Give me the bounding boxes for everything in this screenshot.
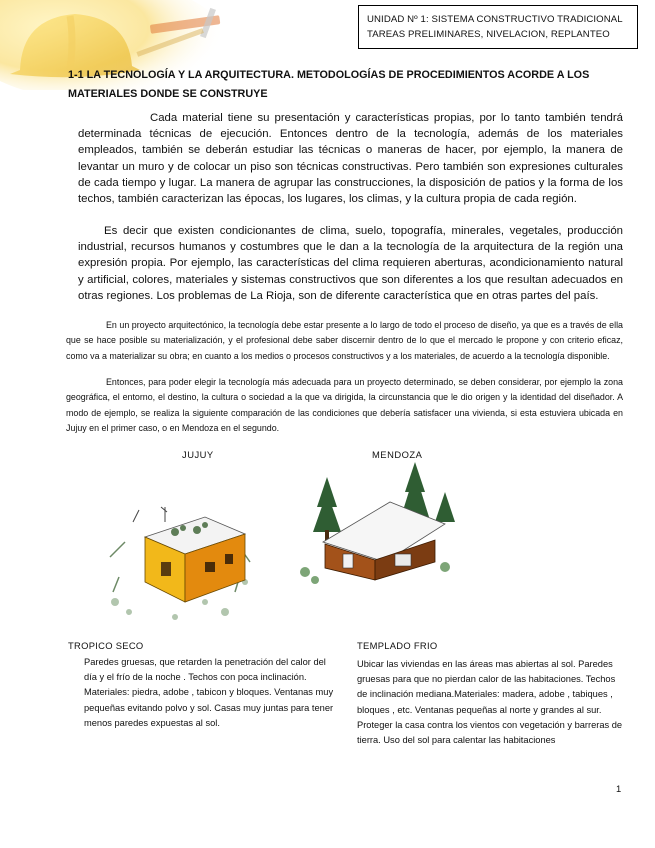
jujuy-house-illustration	[105, 462, 255, 622]
mendoza-house-illustration	[295, 462, 460, 587]
page-number: 1	[616, 783, 622, 794]
tropico-seco-title: TROPICO SECO	[68, 640, 144, 651]
unit-title-line: UNIDAD Nº 1: SISTEMA CONSTRUCTIVO TRADICIONAL	[367, 14, 623, 25]
templado-frio-text: Ubicar las viviendas en las áreas mas abiertas al sol. Paredes gruesas para que no pierdan calor de las habitaciones. Techos de inclinación mediana.Materiales: madera, adobe , tabiques , bloques , etc. Ventanas pequeñas al norte y grandes al sur. Proteger la casa contra los vientos con vegetación y barreras de tierra. Uso del sol para calentar las habitaciones	[357, 659, 623, 746]
jujuy-label: JUJUY	[182, 449, 214, 460]
paragraph-conditions: Es decir que existen condicionantes de clima, suelo, topografía, minerales, vegetales, producción industrial, recursos humanos y costumbres que le dan a la tecnología de la arquitectura de la región una expresión propia. Por ejemplo, las características del clima requieren aberturas, acondicionamiento natural y artificial, colores, materiales y sistemas constructivos que son diferentes a los que resultan adecuados en otras regiones. Los problemas de La Rioja, son de diferente característica que en otras partes del país.	[78, 225, 623, 302]
unit-topics-line: TAREAS PRELIMINARES, NIVELACION, REPLANTEO	[367, 29, 610, 40]
section-title: 1-1 LA TECNOLOGÍA Y LA ARQUITECTURA. METODOLOGÍAS DE PROCEDIMIENTOS ACORDE A LOS MATERIALES DONDE SE CONSTRUYE	[68, 69, 590, 100]
paragraph-comparison: Entonces, para poder elegir la tecnología más adecuada para un proyecto determinado, se deben considerar, por ejemplo la zona geográfica, el entorno, el destino, la cultura o sociedad a la que va dirigida, la circunstancia que le dio origen y la identidad del diseñador. A modo de ejemplo, se realiza la siguiente comparación de las condiciones que debería satisfacer una vivienda, si esta estuviera ubicada en Jujuy en el primer caso, o en Mendoza en el segundo.	[66, 377, 623, 434]
mendoza-label: MENDOZA	[372, 449, 423, 460]
templado-frio-title: TEMPLADO FRIO	[357, 640, 438, 651]
unit-header-box	[358, 5, 638, 49]
paragraph-project: En un proyecto arquitectónico, la tecnología debe estar presente a lo largo de todo el proceso de diseño, ya que es a través de ella que se hace posible su materialización, y el profesional debe saber discernir dentro de lo que el mercado le propone y con criterio eficaz, como va a materializar su obra; en cuanto a los medios o procesos constructivos y a los materiales, de acuerdo a la tecnología disponible.	[66, 320, 623, 361]
paragraph-materials: Cada material tiene su presentación y características propias, por lo tanto también tendrá determinada técnicas de ejecución. Entonces dentro de la tecnología, además de los materiales empleados, también se deberán estudiar las técnicas o maneras de hacer, por ejemplo, la manera de levantar un muro y de colocar un piso son técnicas constructivas. Pero también son expresiones culturales de cada tiempo y lugar. La manera de agrupar las construcciones, la disposición de patios y la forma de los techos, también caracterizan las épocas, los lugares, los climas, y la cultura propia de cada región.	[78, 112, 623, 206]
tropico-seco-text: Paredes gruesas, que retarden la penetración del calor del día y el frío de la noche . Techos con poca inclinación. Materiales: piedra, adobe , tabicon y bloques. Ventanas muy pequeñas evitando polvo y sol. Casas muy juntas para tener menos paredes expuestas al sol.	[84, 657, 334, 728]
